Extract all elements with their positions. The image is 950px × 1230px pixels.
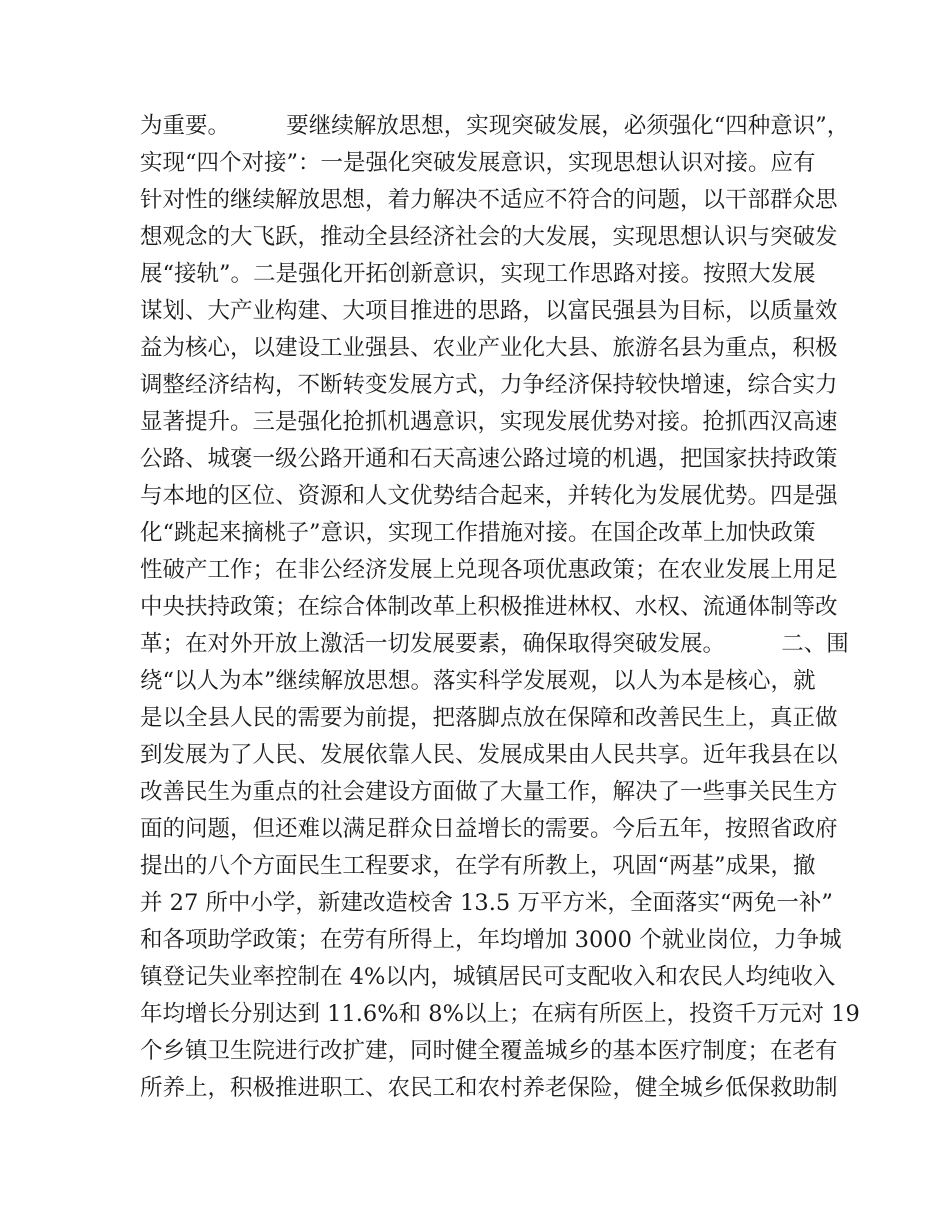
text-line: 是以全县人民的需要为前提，把落脚点放在保障和改善民生上，真正做 [140,705,838,731]
text-line: 中央扶持政策；在综合体制改革上积极推进林权、水权、流通体制等改 [140,594,838,620]
body-text [140,108,860,1107]
text-line: 公路、城褒一级公路开通和石天高速公路过境的机遇，把国家扶持政策 [140,446,838,472]
text-line: 到发展为了人民、发展依靠人民、发展成果由人民共享。近年我县在以 [140,742,838,768]
text-line: 谋划、大产业构建、大项目推进的思路，以富民强县为目标，以质量效 [140,298,838,324]
text-line: 与本地的区位、资源和人文优势结合起来，并转化为发展优势。四是强 [140,483,838,509]
text-line: 革；在对外开放上激活一切发展要素，确保取得突破发展。 二、围 [140,631,849,657]
text-line: 和各项助学政策；在劳有所得上，年均增加 3000 个就业岗位，力争城 [140,927,842,953]
text-line: 益为核心，以建设工业强县、农业产业化大县、旅游名县为重点，积极 [140,335,838,361]
text-line: 提出的八个方面民生工程要求，在学有所教上，巩固“两基”成果，撤 [140,853,816,879]
text-line: 个乡镇卫生院进行改扩建，同时健全覆盖城乡的基本医疗制度；在老有 [140,1038,838,1064]
text-line: 展“接轨”。二是强化开拓创新意识，实现工作思路对接。按照大发展 [140,261,816,287]
text-line: 并 27 所中小学，新建改造校舍 13.5 万平方米，全面落实“两免一补” [140,890,833,916]
text-line: 化“跳起来摘桃子”意识，实现工作措施对接。在国企改革上加快政策 [140,520,816,546]
text-line: 绕“以人为本”继续解放思想。落实科学发展观，以人为本是核心，就 [140,668,816,694]
text-line: 实现“四个对接”：一是强化突破发展意识，实现思想认识对接。应有 [140,150,816,176]
text-line: 性破产工作；在非公经济发展上兑现各项优惠政策；在农业发展上用足 [140,557,838,583]
text-line: 镇登记失业率控制在 4%以内，城镇居民可支配收入和农民人均纯收入 [140,964,836,990]
text-line: 为重要。 要继续解放思想，实现突破发展，必须强化“四种意识”， [140,113,850,139]
text-line: 调整经济结构，不断转变发展方式，力争经济保持较快增速，综合实力 [140,372,838,398]
text-line: 改善民生为重点的社会建设方面做了大量工作，解决了一些事关民生方 [140,779,838,805]
text-line: 想观念的大飞跃，推动全县经济社会的大发展，实现思想认识与突破发 [140,224,838,250]
text-line: 所养上，积极推进职工、农民工和农村养老保险，健全城乡低保救助制 [140,1075,838,1101]
text-line: 面的问题，但还难以满足群众日益增长的需要。今后五年，按照省政府 [140,816,838,842]
text-line: 年均增长分别达到 11.6%和 8%以上；在病有所医上，投资千万元对 19 [140,1001,860,1027]
text-line: 针对性的继续解放思想，着力解决不适应不符合的问题，以干部群众思 [140,187,838,213]
text-line: 显著提升。三是强化抢抓机遇意识，实现发展优势对接。抢抓西汉高速 [140,409,838,435]
